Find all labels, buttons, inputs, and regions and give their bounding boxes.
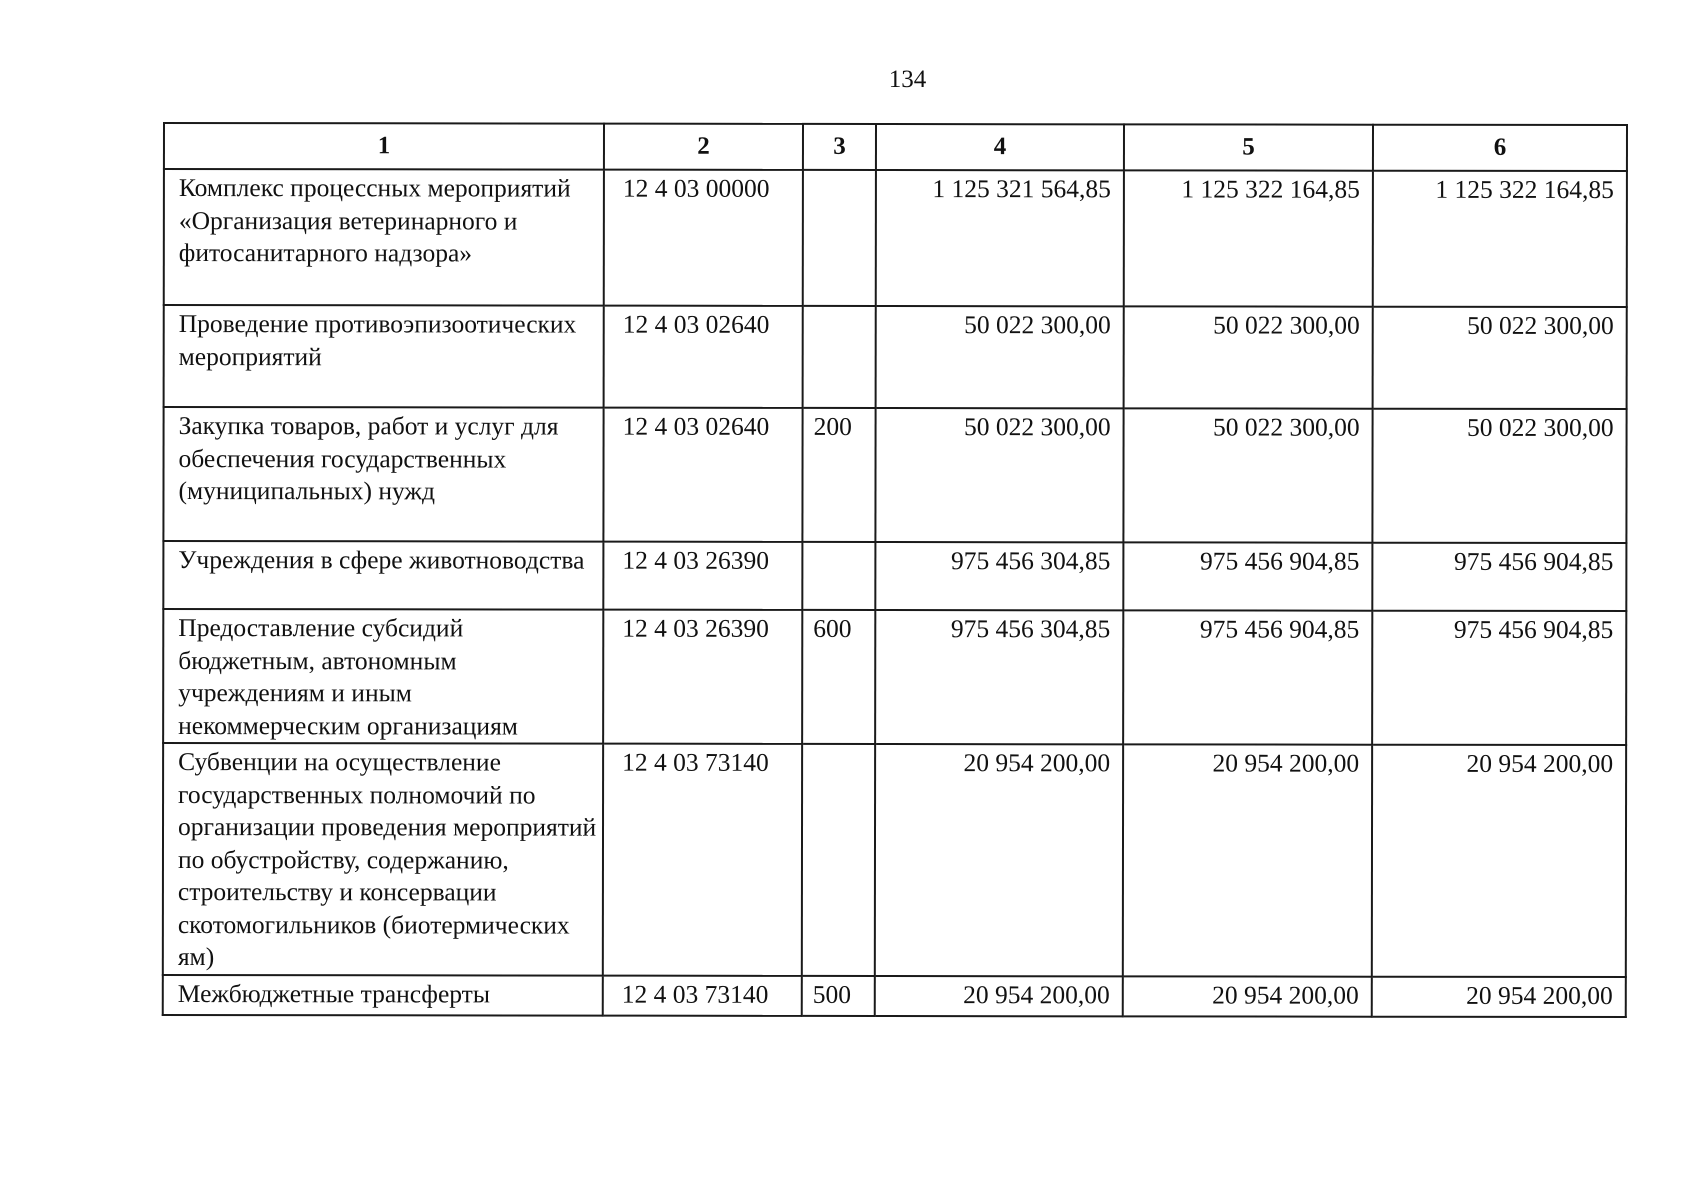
row-value-6: 975 456 904,85 bbox=[1372, 543, 1626, 611]
page-number: 134 bbox=[888, 66, 927, 93]
table-row bbox=[164, 169, 1627, 307]
row-code: 12 4 03 26390 bbox=[603, 610, 802, 744]
column-header: 1 bbox=[164, 123, 604, 170]
row-name: Субвенции на осуществление государственных полномочий по организации проведения мероприятий по обустройству, содержанию, строительству и консервации скотомогильников (биотермических ям) bbox=[163, 743, 603, 976]
row-name: Предоставление субсидий бюджетным, автономным учреждениям и иным некоммерческим организациям bbox=[163, 609, 603, 744]
row-code: 12 4 03 02640 bbox=[603, 408, 802, 542]
row-value-4: 1 125 321 564,85 bbox=[876, 170, 1124, 306]
budget-table bbox=[162, 122, 1628, 1018]
table-row bbox=[163, 975, 1626, 1017]
row-type bbox=[803, 306, 876, 408]
row-value-6: 50 022 300,00 bbox=[1372, 409, 1626, 543]
column-header: 6 bbox=[1373, 125, 1627, 171]
row-value-5: 50 022 300,00 bbox=[1123, 408, 1372, 542]
row-value-6: 975 456 904,85 bbox=[1372, 611, 1626, 745]
row-value-4: 20 954 200,00 bbox=[875, 976, 1123, 1016]
row-code: 12 4 03 02640 bbox=[604, 306, 803, 408]
row-type: 600 bbox=[802, 610, 875, 744]
row-value-6: 20 954 200,00 bbox=[1372, 977, 1626, 1017]
column-header: 2 bbox=[604, 124, 803, 170]
row-code: 12 4 03 73140 bbox=[603, 976, 802, 1016]
row-value-5: 50 022 300,00 bbox=[1124, 306, 1373, 408]
column-header: 3 bbox=[803, 124, 876, 170]
row-code: 12 4 03 73140 bbox=[603, 744, 802, 976]
row-type bbox=[802, 744, 875, 976]
row-value-5: 1 125 322 164,85 bbox=[1124, 170, 1373, 306]
table-row bbox=[163, 541, 1626, 611]
row-value-5: 20 954 200,00 bbox=[1123, 976, 1372, 1016]
row-value-5: 975 456 904,85 bbox=[1123, 610, 1372, 744]
row-code: 12 4 03 00000 bbox=[604, 170, 803, 306]
row-type: 200 bbox=[802, 408, 875, 542]
table-row bbox=[163, 743, 1626, 977]
row-type bbox=[803, 170, 876, 306]
row-value-6: 1 125 322 164,85 bbox=[1373, 171, 1627, 307]
row-value-4: 20 954 200,00 bbox=[875, 744, 1123, 976]
row-name: Межбюджетные трансферты bbox=[163, 975, 603, 1016]
row-type bbox=[802, 542, 875, 610]
row-value-6: 20 954 200,00 bbox=[1372, 745, 1626, 977]
row-value-6: 50 022 300,00 bbox=[1373, 307, 1627, 409]
row-value-4: 975 456 304,85 bbox=[875, 610, 1123, 744]
row-value-4: 50 022 300,00 bbox=[876, 306, 1124, 408]
row-name: Комплекс процессных мероприятий «Организация ветеринарного и фитосанитарного надзора» bbox=[164, 169, 604, 306]
row-code: 12 4 03 26390 bbox=[603, 542, 802, 610]
row-value-4: 50 022 300,00 bbox=[875, 408, 1123, 542]
row-name: Проведение противоэпизоотических мероприятий bbox=[164, 305, 604, 408]
row-value-5: 975 456 904,85 bbox=[1123, 542, 1372, 610]
table-row bbox=[163, 407, 1626, 543]
row-name: Закупка товаров, работ и услуг для обеспечения государственных (муниципальных) нужд bbox=[163, 407, 603, 542]
row-type: 500 bbox=[802, 976, 875, 1016]
table-row bbox=[164, 305, 1627, 409]
row-value-5: 20 954 200,00 bbox=[1123, 744, 1372, 976]
table-header-row bbox=[164, 123, 1627, 171]
column-header: 5 bbox=[1124, 124, 1373, 170]
column-header: 4 bbox=[876, 124, 1124, 170]
table-row bbox=[163, 609, 1626, 745]
row-value-4: 975 456 304,85 bbox=[875, 542, 1123, 610]
row-name: Учреждения в сфере животноводства bbox=[163, 541, 603, 610]
